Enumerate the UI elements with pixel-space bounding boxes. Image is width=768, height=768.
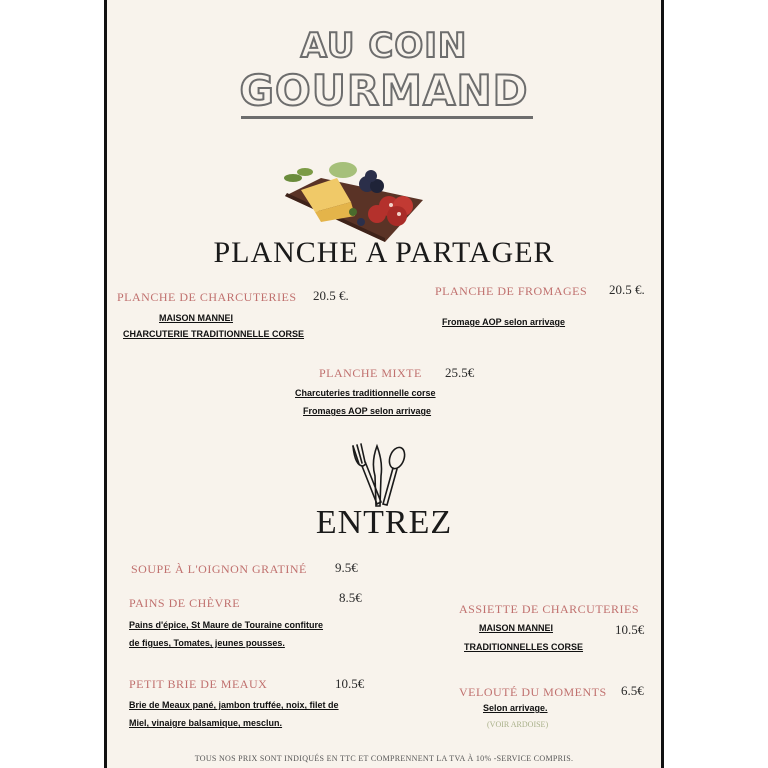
item-name-veloute: VELOUTÉ DU MOMENTS xyxy=(459,685,607,699)
item-price-planche-fromages: 20.5 €. xyxy=(609,282,645,297)
item-name-pains-chevre: PAINS DE CHÈVRE xyxy=(129,596,241,610)
restaurant-title-line1: AU COIN xyxy=(300,26,468,66)
item-desc-line: MAISON MANNEI xyxy=(479,623,553,633)
item-name-assiette-charcuteries: ASSIETTE DE CHARCUTERIES xyxy=(459,602,639,616)
item-desc-line: Fromage AOP selon arrivage xyxy=(442,317,566,327)
item-desc-line: Charcuteries traditionnelle corse xyxy=(295,388,436,398)
menu-page xyxy=(104,0,664,768)
section-title-entrez: ENTREZ xyxy=(315,504,453,541)
item-desc-line: Miel, vinaigre balsamique, mesclun. xyxy=(129,718,283,728)
item-price-assiette-charcuteries: 10.5€ xyxy=(615,622,645,637)
item-price-planche-mixte: 25.5€ xyxy=(445,365,475,380)
fork-knife-spoon-icon xyxy=(347,442,409,512)
item-price-pains-chevre: 8.5€ xyxy=(339,590,362,605)
restaurant-title-line2: GOURMAND xyxy=(239,66,529,115)
footer-note: TOUS NOS PRIX SONT INDIQUÉS EN TTC ET COMPRENNENT LA TVA À 10% -SERVICE COMPRIS. xyxy=(194,754,574,763)
title-underline xyxy=(241,116,533,119)
item-price-planche-charcuteries: 20.5 €. xyxy=(313,288,349,303)
charcuterie-board-icon xyxy=(281,156,427,244)
item-name-planche-charcuteries: PLANCHE DE CHARCUTERIES xyxy=(117,290,297,304)
section-title-planche: PLANCHE A PARTAGER xyxy=(213,236,555,269)
item-desc-line: Brie de Meaux pané, jambon truffée, noix, filet de xyxy=(129,700,339,710)
item-price-veloute: 6.5€ xyxy=(621,683,644,698)
item-desc-line: CHARCUTERIE TRADITIONNELLE CORSE xyxy=(123,329,305,339)
item-name-soupe: SOUPE À L'OIGNON GRATINÉ xyxy=(131,562,307,576)
item-desc-line: Fromages AOP selon arrivage xyxy=(303,406,432,416)
item-desc-line: Pains d'épice, St Maure de Touraine confiture xyxy=(129,620,324,630)
item-price-petit-brie: 10.5€ xyxy=(335,676,365,691)
item-price-soupe: 9.5€ xyxy=(335,560,358,575)
item-name-planche-fromages: PLANCHE DE FROMAGES xyxy=(435,284,588,298)
item-name-planche-mixte: PLANCHE MIXTE xyxy=(319,366,422,380)
item-desc-line: MAISON MANNEI xyxy=(159,313,233,323)
item-desc-line: Selon arrivage. xyxy=(483,703,548,713)
item-name-petit-brie: PETIT BRIE DE MEAUX xyxy=(129,677,268,691)
item-note-veloute: (VOIR ARDOISE) xyxy=(487,720,549,729)
item-desc-line: TRADITIONNELLES CORSE xyxy=(464,642,584,652)
item-desc-line: de figues, Tomates, jeunes pousses. xyxy=(129,638,285,648)
